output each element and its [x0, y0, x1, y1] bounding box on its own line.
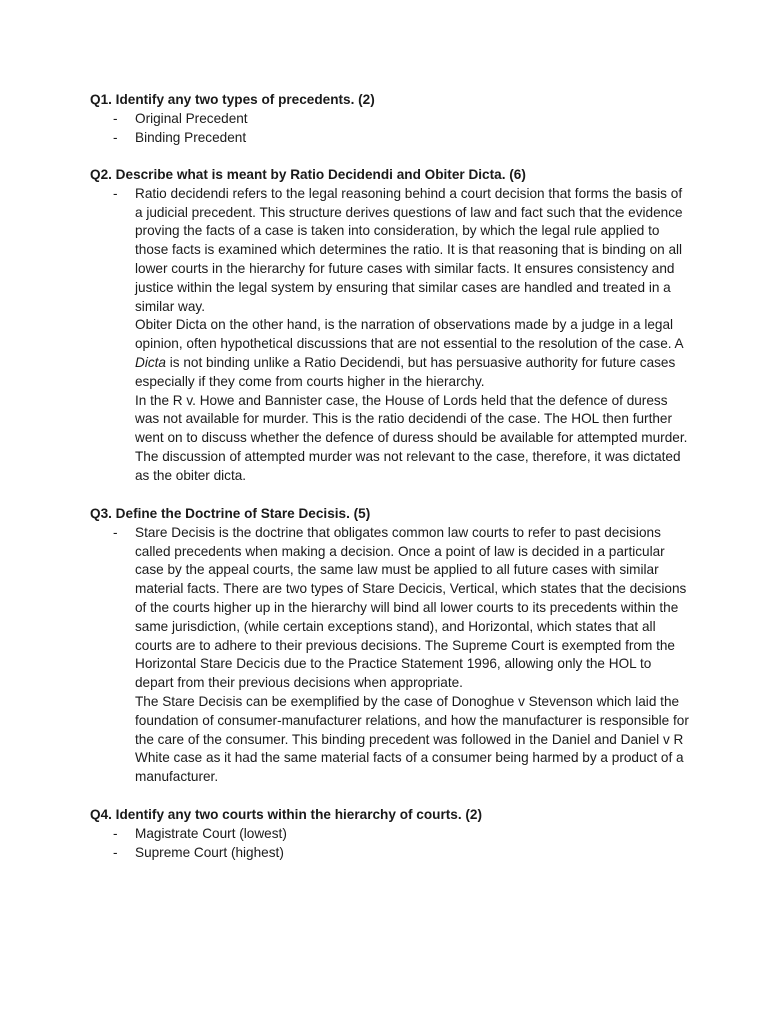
question-3: [90, 505, 690, 787]
question-2-answer-list: [90, 185, 690, 486]
stare-decisis-definition-paragraph: - Stare Decisis is the doctrine that obligates common law courts to refer to past decisions called precedents when making a decision. Once a point of law is decided in a particular case by the appeal courts, the same law must be applied to all future cases with similar material facts. There are two types of Stare Decicis, Vertical, which states that the decisions of the courts higher up in the hierarchy will bind all lower courts to its precedents within the same jurisdiction, (while certain exceptions stand), and Horizontal, which states that all courts are to adhere to their previous decisions. The Supreme Court is exempted from the Horizontal Stare Decicis due to the Practice Statement 1996, allowing only the HOL to depart from their previous decisions when appropriate.: [135, 524, 687, 691]
question-1-answer-list: [90, 110, 690, 148]
stare-decisis-example-paragraph: The Stare Decisis can be exemplified by the case of Donoghue v Stevenson which laid the foundation of consumer-manufacturer relations, and how the manufacturer is responsible for the care of the consumer. This binding precedent was followed in the Daniel and Daniel v R White case as it had the same material facts of a consumer being harmed by a product of a manufacturer.: [135, 693, 689, 785]
question-4-answer-list: [90, 825, 690, 863]
question-1: [90, 91, 690, 147]
list-item: - Original Precedent: [90, 110, 690, 129]
list-item: - Binding Precedent: [90, 129, 690, 148]
list-item: [90, 524, 690, 787]
list-item: - Supreme Court (highest): [90, 844, 690, 863]
question-1-title: Q1. Identify any two types of precedents. (2): [90, 92, 375, 107]
obiter-dicta-text-1: Obiter Dicta on the other hand, is the narration of observations made by a judge in a legal opinion, often hypothetical discussions that are not essential to the resolution of the case. A: [135, 317, 683, 352]
list-item: - Magistrate Court (lowest): [90, 825, 690, 844]
question-2-title: Q2. Describe what is meant by Ratio Decidendi and Obiter Dicta. (6): [90, 167, 526, 182]
question-3-answer-list: [90, 524, 690, 787]
question-4: [90, 806, 690, 862]
case-example-paragraph: In the R v. Howe and Bannister case, the House of Lords held that the defence of duress was not available for murder. This is the ratio decidendi of the case. The HOL then further went on to discuss whether the defence of duress should be available for attempted murder. The discussion of attempted murder was not relevant to the case, therefore, it was dictated as the obiter dicta.: [135, 392, 688, 483]
list-item: [90, 185, 690, 486]
question-2: [90, 166, 690, 486]
obiter-dicta-text-2: is not binding unlike a Ratio Decidendi, but has persuasive authority for future cases especially if they come from courts higher in the hierarchy.: [135, 354, 676, 389]
question-4-title: Q4. Identify any two courts within the hierarchy of courts. (2): [90, 807, 483, 822]
obiter-dicta-paragraph: [135, 316, 690, 391]
ratio-decidendi-paragraph: - Ratio decidendi refers to the legal reasoning behind a court decision that forms the basis of a judicial precedent. This structure derives questions of law and fact such that the evidence proving the facts of a case is taken into consideration, by which the legal rule applied to those facts is examined which determines the ratio. It is that reasoning that is binding on all lower courts in the hierarchy for future cases with similar facts. It ensures consistency and justice within the legal system by ensuring that similar cases are handled and treated in a similar way.: [135, 185, 683, 314]
question-3-title: Q3. Define the Doctrine of Stare Decisis. (5): [90, 506, 371, 521]
dicta-italic-word: Dicta: [135, 354, 166, 370]
